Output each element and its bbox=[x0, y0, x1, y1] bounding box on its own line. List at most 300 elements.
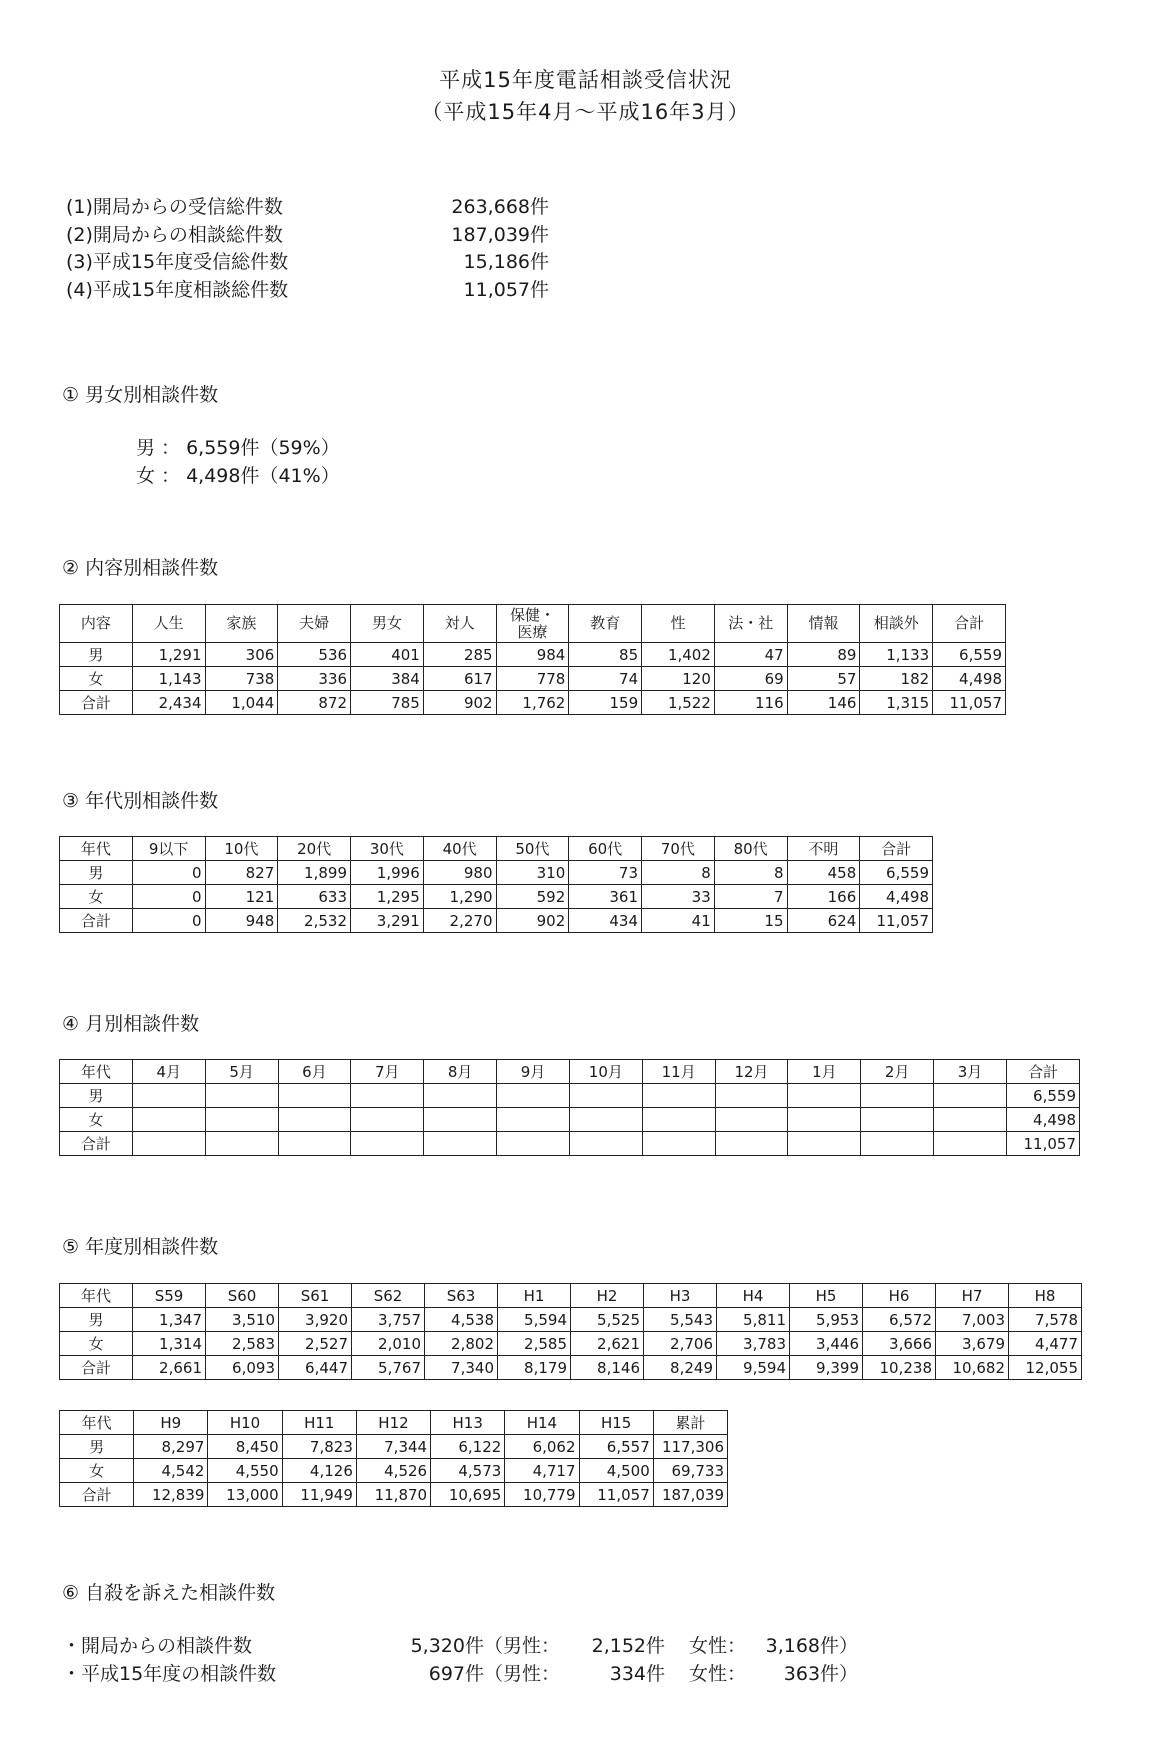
document-title: 平成15年度電話相談受信状況 bbox=[439, 68, 732, 92]
column-header: H2 bbox=[571, 1284, 644, 1308]
table-cell: 1,143 bbox=[132, 667, 205, 691]
column-header: 累計 bbox=[653, 1411, 727, 1435]
table-cell: 0 bbox=[132, 885, 205, 909]
column-header: 40代 bbox=[423, 837, 496, 861]
table-cell bbox=[715, 1132, 788, 1156]
column-header: 合計 bbox=[933, 605, 1006, 643]
column-header: H5 bbox=[790, 1284, 863, 1308]
table-cell: 6,572 bbox=[863, 1308, 936, 1332]
suicide-line bbox=[62, 1659, 858, 1686]
table-cell bbox=[497, 1132, 570, 1156]
table-row bbox=[60, 1435, 728, 1459]
suicide-male: 334件 bbox=[609, 1663, 666, 1685]
table-cell: 13,000 bbox=[208, 1483, 282, 1507]
suicide-total: 5,320件 bbox=[410, 1635, 484, 1657]
column-header: 年代 bbox=[60, 1411, 134, 1435]
summary-label: (3)平成15年度受信総件数 bbox=[66, 251, 289, 273]
table-cell bbox=[861, 1108, 934, 1132]
table-cell: 8,249 bbox=[644, 1356, 717, 1380]
column-header: 法・社 bbox=[714, 605, 787, 643]
table-cell: 10,779 bbox=[505, 1483, 579, 1507]
table-header-row bbox=[60, 1060, 1080, 1084]
summary-value: 263,668件 bbox=[451, 196, 549, 218]
column-header: S61 bbox=[279, 1284, 352, 1308]
column-header: 20代 bbox=[278, 837, 351, 861]
summary-value: 11,057件 bbox=[463, 278, 549, 301]
table-cell: 3,666 bbox=[863, 1332, 936, 1356]
column-header: H15 bbox=[579, 1411, 653, 1435]
table-cell: 458 bbox=[787, 861, 860, 885]
table-cell: 902 bbox=[423, 691, 496, 715]
table-cell: 8,450 bbox=[208, 1435, 282, 1459]
table-cell bbox=[278, 1132, 351, 1156]
suicide-section-heading: ⑥ 自殺を訴えた相談件数 bbox=[62, 1582, 276, 1604]
table-cell: 980 bbox=[423, 861, 496, 885]
suicide-male-label: （男性： bbox=[484, 1663, 561, 1685]
summary-item bbox=[66, 275, 549, 303]
column-header: H9 bbox=[134, 1411, 208, 1435]
table-cell: 336 bbox=[278, 667, 351, 691]
column-header: 7月 bbox=[351, 1060, 424, 1084]
column-header: 1月 bbox=[788, 1060, 861, 1084]
table-cell: 738 bbox=[205, 667, 278, 691]
year-section-heading: ⑤ 年度別相談件数 bbox=[62, 1236, 219, 1258]
table-cell: 85 bbox=[569, 643, 642, 667]
column-header: 男女 bbox=[351, 605, 424, 643]
table-cell: 7,344 bbox=[356, 1435, 430, 1459]
table-cell: 1,347 bbox=[133, 1308, 206, 1332]
suicide-male: 2,152件 bbox=[591, 1635, 666, 1657]
table-cell bbox=[861, 1084, 934, 1108]
table-cell: 8,297 bbox=[134, 1435, 208, 1459]
column-header: 9月 bbox=[497, 1060, 570, 1084]
table-cell: 187,039 bbox=[653, 1483, 727, 1507]
column-header: H11 bbox=[282, 1411, 356, 1435]
table-cell: 5,594 bbox=[498, 1308, 571, 1332]
table-cell: 1,044 bbox=[205, 691, 278, 715]
row-header: 男 bbox=[60, 1084, 133, 1108]
table-cell: 8,146 bbox=[571, 1356, 644, 1380]
table-cell: 536 bbox=[278, 643, 351, 667]
table-cell: 159 bbox=[569, 691, 642, 715]
table-cell: 12,839 bbox=[134, 1483, 208, 1507]
table-row bbox=[60, 1459, 728, 1483]
table-cell: 117,306 bbox=[653, 1435, 727, 1459]
table-cell: 12,055 bbox=[1009, 1356, 1082, 1380]
table-cell: 5,811 bbox=[717, 1308, 790, 1332]
table-cell: 0 bbox=[132, 861, 205, 885]
table-cell bbox=[132, 1084, 205, 1108]
column-header: 80代 bbox=[714, 837, 787, 861]
table-cell: 2,583 bbox=[206, 1332, 279, 1356]
table-cell bbox=[569, 1108, 642, 1132]
suicide-male-label: （男性： bbox=[484, 1635, 561, 1657]
summary-item bbox=[66, 220, 549, 248]
table-cell bbox=[642, 1132, 715, 1156]
column-header: 年代 bbox=[60, 837, 133, 861]
column-header: S63 bbox=[425, 1284, 498, 1308]
table-cell bbox=[205, 1084, 278, 1108]
row-header: 合計 bbox=[60, 909, 133, 933]
suicide-line-label: ・開局からの相談件数 bbox=[62, 1635, 253, 1657]
table-cell: 984 bbox=[496, 643, 569, 667]
table-cell: 10,695 bbox=[431, 1483, 505, 1507]
table-cell: 7,003 bbox=[936, 1308, 1009, 1332]
table-cell: 41 bbox=[642, 909, 715, 933]
table-cell: 6,559 bbox=[933, 643, 1006, 667]
table-cell: 384 bbox=[351, 667, 424, 691]
table-cell bbox=[934, 1084, 1007, 1108]
column-header: H3 bbox=[644, 1284, 717, 1308]
table-row bbox=[60, 1132, 1080, 1156]
column-header: 4月 bbox=[132, 1060, 205, 1084]
table-cell: 7,340 bbox=[425, 1356, 498, 1380]
table-cell: 785 bbox=[351, 691, 424, 715]
column-header: 夫婦 bbox=[278, 605, 351, 643]
table-cell: 57 bbox=[787, 667, 860, 691]
table-cell: 8 bbox=[642, 861, 715, 885]
table-cell: 624 bbox=[787, 909, 860, 933]
table-cell: 10,682 bbox=[936, 1356, 1009, 1380]
table-row bbox=[60, 643, 1006, 667]
table-cell bbox=[569, 1132, 642, 1156]
table-cell bbox=[205, 1132, 278, 1156]
column-header: H12 bbox=[356, 1411, 430, 1435]
table-cell bbox=[497, 1108, 570, 1132]
column-header: 年代 bbox=[60, 1060, 133, 1084]
column-header: 対人 bbox=[423, 605, 496, 643]
row-header: 女 bbox=[60, 885, 133, 909]
table-cell bbox=[205, 1108, 278, 1132]
table-cell: 4,498 bbox=[860, 885, 933, 909]
table-cell: 74 bbox=[569, 667, 642, 691]
table-cell: 9,594 bbox=[717, 1356, 790, 1380]
column-header: 30代 bbox=[351, 837, 424, 861]
table-cell: 2,270 bbox=[423, 909, 496, 933]
table-row bbox=[60, 1356, 1082, 1380]
table-cell bbox=[642, 1108, 715, 1132]
table-cell bbox=[642, 1084, 715, 1108]
row-header: 男 bbox=[60, 1435, 134, 1459]
column-header: 情報 bbox=[787, 605, 860, 643]
table-cell bbox=[788, 1108, 861, 1132]
summary-label: (4)平成15年度相談総件数 bbox=[66, 278, 289, 301]
table-cell bbox=[351, 1132, 424, 1156]
table-cell: 47 bbox=[714, 643, 787, 667]
table-cell: 9,399 bbox=[790, 1356, 863, 1380]
column-header: 家族 bbox=[205, 605, 278, 643]
table-cell: 2,802 bbox=[425, 1332, 498, 1356]
table-cell: 592 bbox=[496, 885, 569, 909]
column-header: 5月 bbox=[205, 1060, 278, 1084]
table-cell: 1,402 bbox=[642, 643, 715, 667]
content-table bbox=[59, 604, 1006, 715]
row-header: 男 bbox=[60, 643, 133, 667]
table-cell: 6,559 bbox=[1006, 1084, 1079, 1108]
table-cell: 121 bbox=[205, 885, 278, 909]
column-header: 合計 bbox=[860, 837, 933, 861]
table-cell: 11,949 bbox=[282, 1483, 356, 1507]
table-cell: 3,757 bbox=[352, 1308, 425, 1332]
suicide-total: 697件 bbox=[428, 1663, 484, 1685]
table-cell: 1,291 bbox=[132, 643, 205, 667]
row-header: 女 bbox=[60, 1332, 133, 1356]
table-cell: 5,525 bbox=[571, 1308, 644, 1332]
table-cell: 6,557 bbox=[579, 1435, 653, 1459]
year-table-2 bbox=[59, 1410, 728, 1507]
column-header: H8 bbox=[1009, 1284, 1082, 1308]
document-period: （平成15年4月～平成16年3月） bbox=[421, 100, 750, 124]
table-header-row bbox=[60, 837, 933, 861]
table-cell: 5,953 bbox=[790, 1308, 863, 1332]
table-cell: 3,920 bbox=[279, 1308, 352, 1332]
table-row bbox=[60, 1483, 728, 1507]
table-row bbox=[60, 885, 933, 909]
table-cell: 2,010 bbox=[352, 1332, 425, 1356]
table-cell: 285 bbox=[423, 643, 496, 667]
table-cell: 1,315 bbox=[860, 691, 933, 715]
column-header: H14 bbox=[505, 1411, 579, 1435]
table-cell: 120 bbox=[642, 667, 715, 691]
column-header: S62 bbox=[352, 1284, 425, 1308]
table-cell bbox=[351, 1108, 424, 1132]
column-header: H13 bbox=[431, 1411, 505, 1435]
table-cell: 2,706 bbox=[644, 1332, 717, 1356]
table-row bbox=[60, 861, 933, 885]
table-cell: 2,527 bbox=[279, 1332, 352, 1356]
table-cell: 948 bbox=[205, 909, 278, 933]
suicide-female-label: 女性： bbox=[689, 1663, 747, 1685]
column-header: H10 bbox=[208, 1411, 282, 1435]
table-cell: 4,550 bbox=[208, 1459, 282, 1483]
table-cell bbox=[132, 1108, 205, 1132]
table-row bbox=[60, 1084, 1080, 1108]
gender-male: 男 ： 6,559件（59%） bbox=[136, 437, 340, 459]
table-cell: 1,133 bbox=[860, 643, 933, 667]
table-header-row bbox=[60, 1284, 1082, 1308]
row-header: 女 bbox=[60, 1108, 133, 1132]
table-cell: 778 bbox=[496, 667, 569, 691]
row-header: 男 bbox=[60, 1308, 133, 1332]
table-cell: 2,434 bbox=[132, 691, 205, 715]
table-cell: 4,477 bbox=[1009, 1332, 1082, 1356]
table-cell: 4,538 bbox=[425, 1308, 498, 1332]
column-header: 合計 bbox=[1006, 1060, 1079, 1084]
table-cell bbox=[132, 1132, 205, 1156]
column-header: S59 bbox=[133, 1284, 206, 1308]
month-table bbox=[59, 1059, 1080, 1156]
row-header: 女 bbox=[60, 1459, 134, 1483]
table-cell: 4,573 bbox=[431, 1459, 505, 1483]
table-cell: 182 bbox=[860, 667, 933, 691]
column-header: H6 bbox=[863, 1284, 936, 1308]
table-cell: 6,093 bbox=[206, 1356, 279, 1380]
suicide-female-label: 女性： bbox=[689, 1635, 747, 1657]
column-header: 70代 bbox=[642, 837, 715, 861]
suicide-female: 363件） bbox=[783, 1663, 859, 1685]
table-cell: 1,314 bbox=[133, 1332, 206, 1356]
table-cell: 310 bbox=[496, 861, 569, 885]
suicide-female: 3,168件） bbox=[765, 1635, 859, 1657]
column-header: 不明 bbox=[787, 837, 860, 861]
table-cell: 6,559 bbox=[860, 861, 933, 885]
table-cell: 3,679 bbox=[936, 1332, 1009, 1356]
row-header: 合計 bbox=[60, 1356, 133, 1380]
table-cell: 3,510 bbox=[206, 1308, 279, 1332]
table-cell: 7 bbox=[714, 885, 787, 909]
table-cell: 11,057 bbox=[579, 1483, 653, 1507]
table-cell: 4,498 bbox=[1006, 1108, 1079, 1132]
table-cell bbox=[715, 1084, 788, 1108]
table-cell: 11,057 bbox=[933, 691, 1006, 715]
table-cell: 1,899 bbox=[278, 861, 351, 885]
column-header: H4 bbox=[717, 1284, 790, 1308]
column-header: 保健・ 医療 bbox=[496, 605, 569, 643]
table-cell: 1,290 bbox=[423, 885, 496, 909]
table-cell: 872 bbox=[278, 691, 351, 715]
column-header: 10代 bbox=[205, 837, 278, 861]
table-row bbox=[60, 909, 933, 933]
table-cell bbox=[424, 1132, 497, 1156]
table-cell: 827 bbox=[205, 861, 278, 885]
column-header: 性 bbox=[642, 605, 715, 643]
summary-label: (2)開局からの相談総件数 bbox=[66, 223, 283, 246]
table-cell: 633 bbox=[278, 885, 351, 909]
table-cell: 166 bbox=[787, 885, 860, 909]
table-cell: 3,291 bbox=[351, 909, 424, 933]
table-cell: 6,447 bbox=[279, 1356, 352, 1380]
table-cell: 4,126 bbox=[282, 1459, 356, 1483]
table-cell: 5,767 bbox=[352, 1356, 425, 1380]
table-cell: 1,522 bbox=[642, 691, 715, 715]
table-cell: 4,498 bbox=[933, 667, 1006, 691]
table-cell: 1,295 bbox=[351, 885, 424, 909]
column-header: S60 bbox=[206, 1284, 279, 1308]
table-cell bbox=[934, 1108, 1007, 1132]
table-cell: 33 bbox=[642, 885, 715, 909]
column-header: 8月 bbox=[424, 1060, 497, 1084]
summary-value: 187,039件 bbox=[451, 223, 549, 246]
table-cell bbox=[788, 1132, 861, 1156]
table-cell bbox=[861, 1132, 934, 1156]
gender-female: 女 ： 4,498件（41%） bbox=[136, 465, 340, 487]
table-cell: 4,717 bbox=[505, 1459, 579, 1483]
table-row bbox=[60, 1308, 1082, 1332]
row-header: 合計 bbox=[60, 691, 133, 715]
column-header: 11月 bbox=[642, 1060, 715, 1084]
table-cell: 617 bbox=[423, 667, 496, 691]
column-header: 3月 bbox=[934, 1060, 1007, 1084]
column-header: 9以下 bbox=[132, 837, 205, 861]
table-cell: 11,057 bbox=[860, 909, 933, 933]
summary-item bbox=[66, 192, 549, 220]
age-section-heading: ③ 年代別相談件数 bbox=[62, 790, 219, 812]
table-row bbox=[60, 1332, 1082, 1356]
column-header: 50代 bbox=[496, 837, 569, 861]
column-header: H7 bbox=[936, 1284, 1009, 1308]
table-cell: 2,661 bbox=[133, 1356, 206, 1380]
suicide-line-label: ・平成15年度の相談件数 bbox=[62, 1663, 277, 1685]
table-cell bbox=[934, 1132, 1007, 1156]
table-cell bbox=[569, 1084, 642, 1108]
summary-label: (1)開局からの受信総件数 bbox=[66, 196, 283, 218]
gender-section-heading: ① 男女別相談件数 bbox=[62, 384, 219, 406]
table-cell: 401 bbox=[351, 643, 424, 667]
table-cell: 2,621 bbox=[571, 1332, 644, 1356]
table-cell: 8,179 bbox=[498, 1356, 571, 1380]
table-row bbox=[60, 691, 1006, 715]
column-header: 60代 bbox=[569, 837, 642, 861]
table-cell: 10,238 bbox=[863, 1356, 936, 1380]
table-cell: 434 bbox=[569, 909, 642, 933]
summary-item bbox=[66, 247, 549, 275]
table-cell: 3,446 bbox=[790, 1332, 863, 1356]
column-header: 内容 bbox=[60, 605, 133, 643]
table-cell: 1,762 bbox=[496, 691, 569, 715]
column-header: 教育 bbox=[569, 605, 642, 643]
table-cell: 306 bbox=[205, 643, 278, 667]
table-cell: 15 bbox=[714, 909, 787, 933]
table-cell: 1,996 bbox=[351, 861, 424, 885]
table-cell: 4,526 bbox=[356, 1459, 430, 1483]
table-cell: 6,122 bbox=[431, 1435, 505, 1459]
table-cell: 0 bbox=[132, 909, 205, 933]
row-header: 女 bbox=[60, 667, 133, 691]
column-header: 12月 bbox=[715, 1060, 788, 1084]
row-header: 合計 bbox=[60, 1132, 133, 1156]
table-cell: 4,500 bbox=[579, 1459, 653, 1483]
table-cell: 89 bbox=[787, 643, 860, 667]
column-header: 年代 bbox=[60, 1284, 133, 1308]
table-cell: 902 bbox=[496, 909, 569, 933]
table-cell: 69,733 bbox=[653, 1459, 727, 1483]
table-cell: 73 bbox=[569, 861, 642, 885]
table-cell bbox=[788, 1084, 861, 1108]
table-cell: 2,532 bbox=[278, 909, 351, 933]
summary-list bbox=[66, 192, 549, 302]
table-cell: 11,870 bbox=[356, 1483, 430, 1507]
row-header: 合計 bbox=[60, 1483, 134, 1507]
table-row bbox=[60, 667, 1006, 691]
month-section-heading: ④ 月別相談件数 bbox=[62, 1013, 200, 1035]
table-row bbox=[60, 1108, 1080, 1132]
table-cell: 7,578 bbox=[1009, 1308, 1082, 1332]
table-cell bbox=[278, 1108, 351, 1132]
column-header: H1 bbox=[498, 1284, 571, 1308]
column-header: 2月 bbox=[861, 1060, 934, 1084]
column-header: 人生 bbox=[132, 605, 205, 643]
table-cell: 5,543 bbox=[644, 1308, 717, 1332]
summary-value: 15,186件 bbox=[463, 251, 549, 273]
table-cell: 3,783 bbox=[717, 1332, 790, 1356]
column-header: 相談外 bbox=[860, 605, 933, 643]
table-cell: 8 bbox=[714, 861, 787, 885]
table-cell: 146 bbox=[787, 691, 860, 715]
table-header-row bbox=[60, 605, 1006, 643]
table-cell: 116 bbox=[714, 691, 787, 715]
table-cell bbox=[497, 1084, 570, 1108]
table-cell: 11,057 bbox=[1006, 1132, 1079, 1156]
table-cell bbox=[424, 1108, 497, 1132]
content-section-heading: ② 内容別相談件数 bbox=[62, 557, 219, 579]
column-header: 10月 bbox=[569, 1060, 642, 1084]
table-cell bbox=[424, 1084, 497, 1108]
year-table-1 bbox=[59, 1283, 1082, 1380]
table-cell: 69 bbox=[714, 667, 787, 691]
table-cell: 6,062 bbox=[505, 1435, 579, 1459]
column-header: 6月 bbox=[278, 1060, 351, 1084]
table-cell: 7,823 bbox=[282, 1435, 356, 1459]
